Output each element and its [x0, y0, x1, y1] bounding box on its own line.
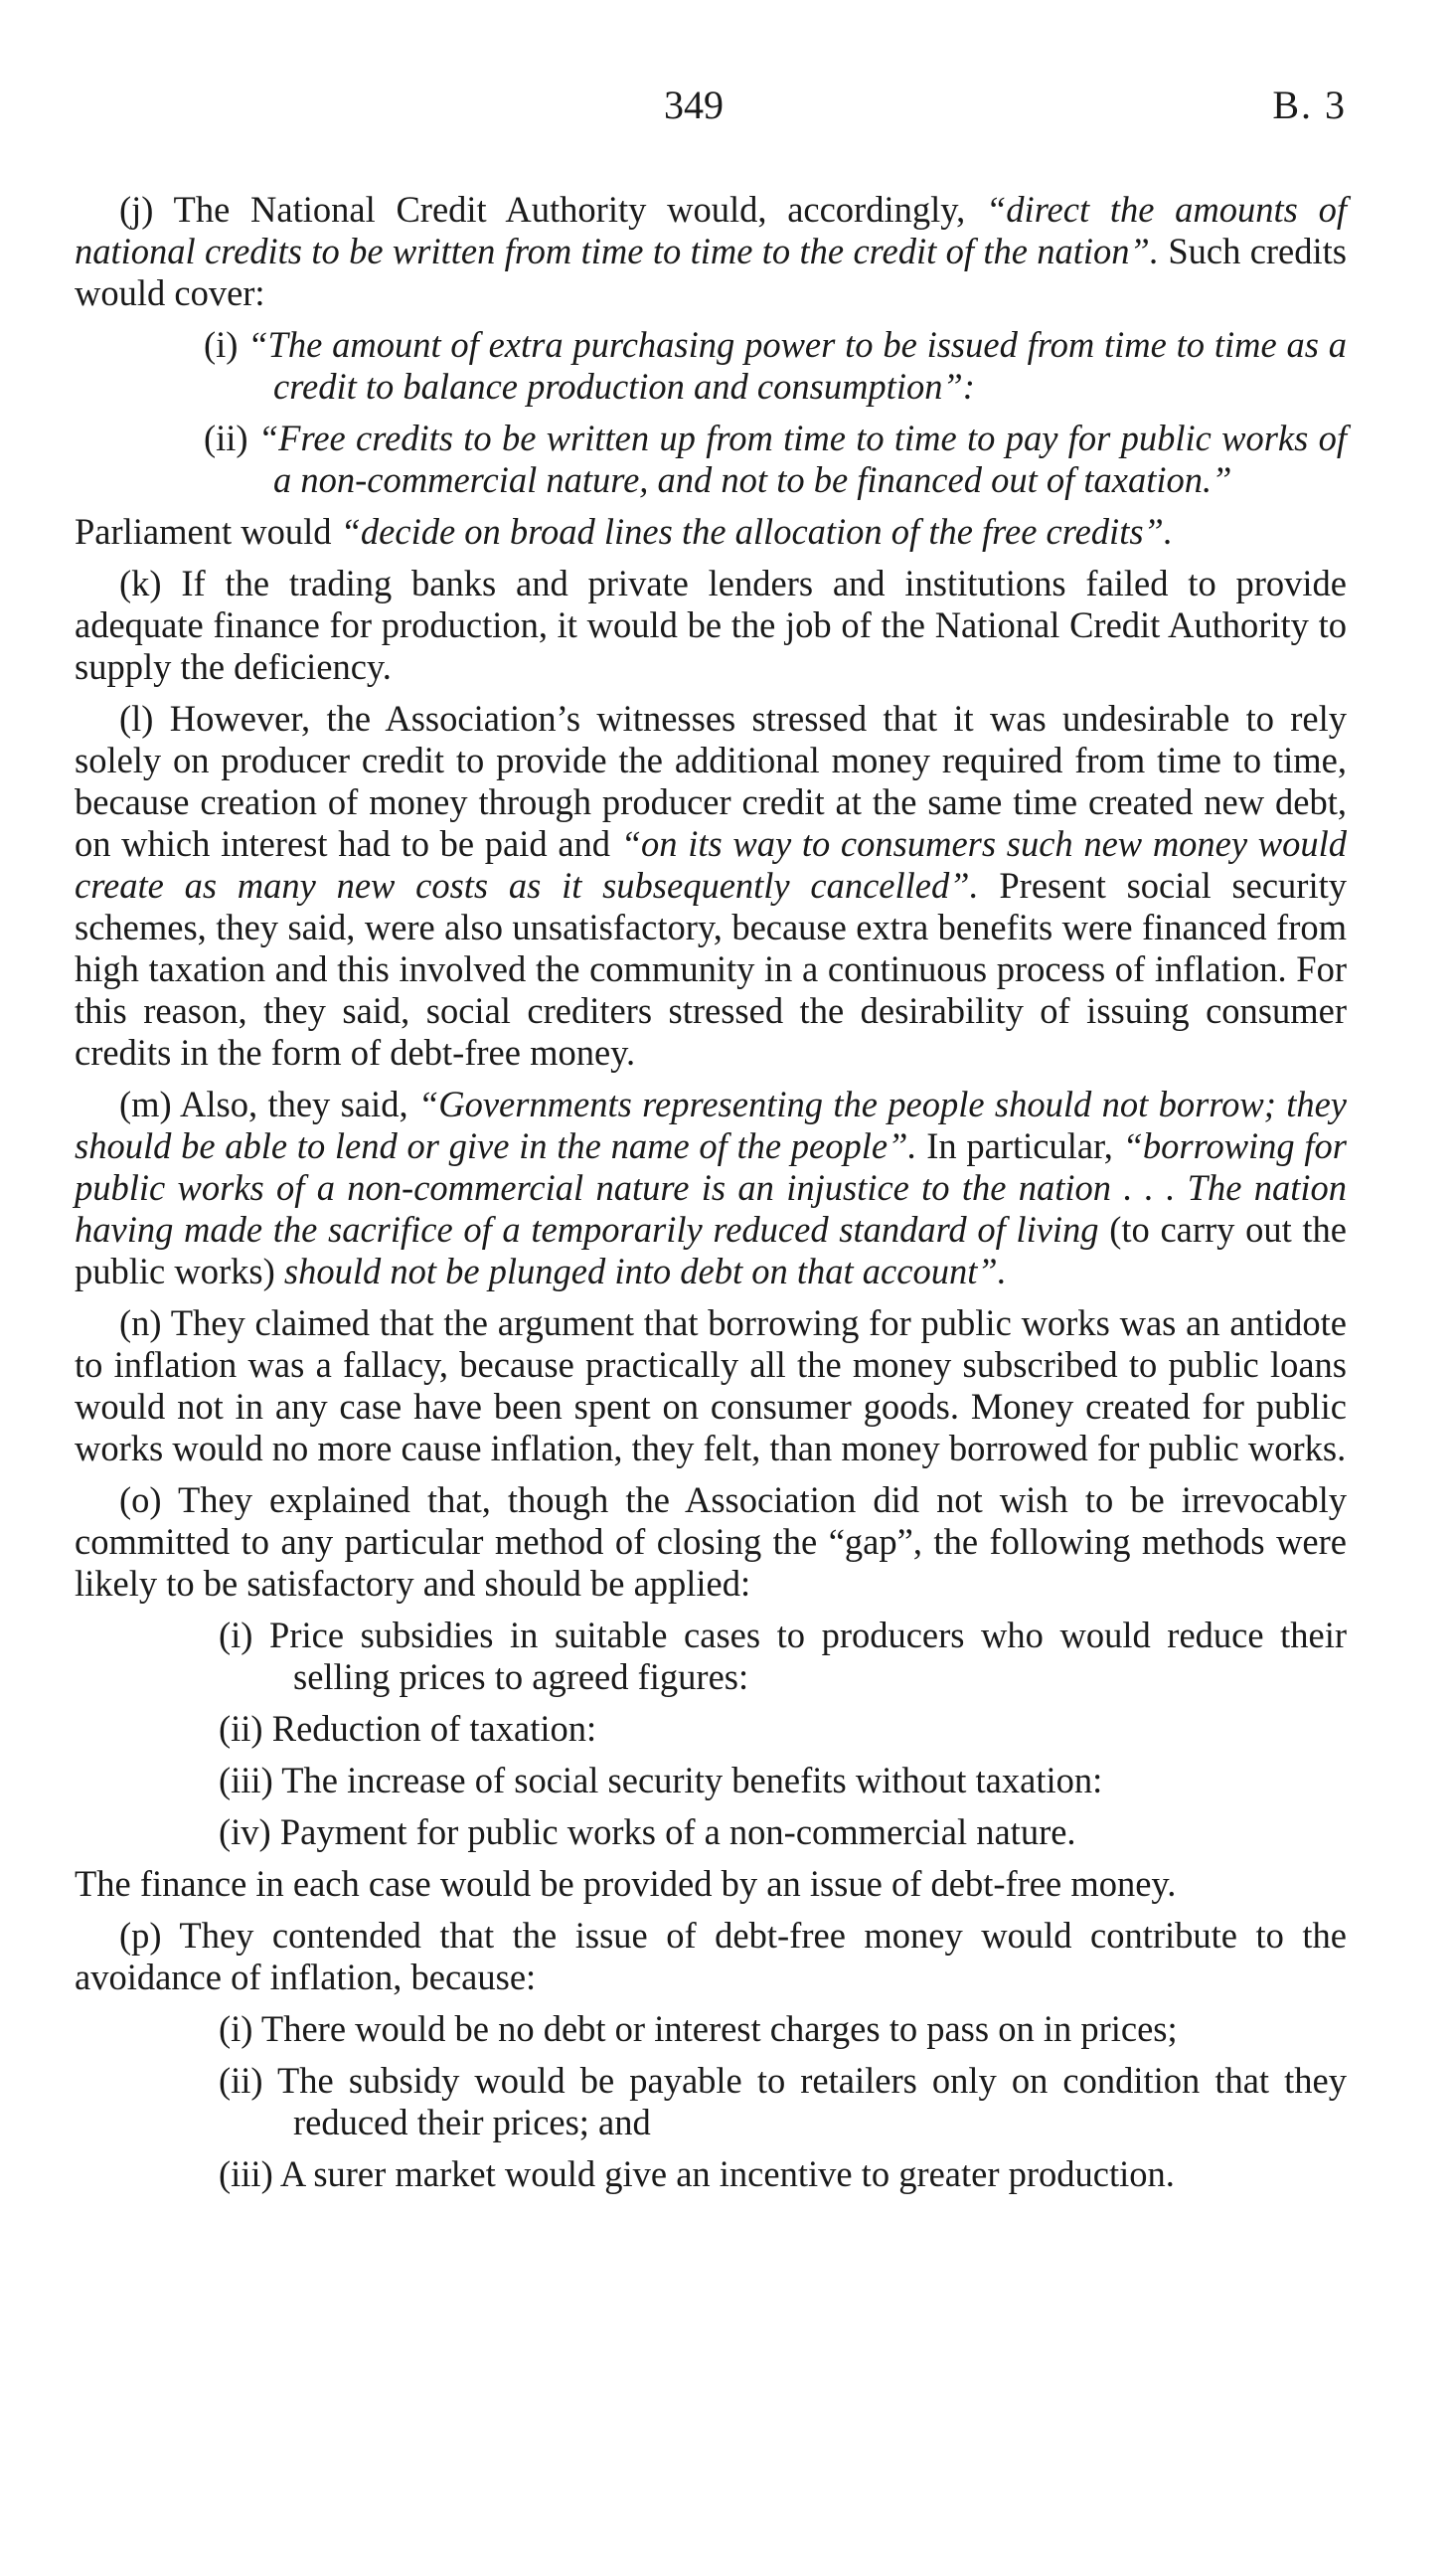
paragraph-text: The finance in each case would be provided by an issue of debt-free money.: [75, 1863, 1177, 1904]
paragraph-n: [75, 1302, 1347, 1469]
quotation: “decide on broad lines the allocation of the free credits”.: [340, 511, 1173, 552]
paragraph-parliament: [75, 511, 1347, 553]
subitem-label: (i): [204, 324, 239, 365]
paragraph-text: Such credits would cover:: [75, 231, 1347, 313]
paragraph-label: (p): [119, 1915, 162, 1956]
paragraph-text: Parliament would: [75, 511, 341, 552]
subitem-o-ii: [75, 1708, 1347, 1750]
paragraph-text: They claimed that the argument that borrowing for public works was an antidote to inflation was a fallacy, because practically all the money subscribed to public loans would not in any case have been spent on consumer goods. Money created for public works would no more cause inflation, they felt, than money borrowed for public works.: [75, 1302, 1347, 1468]
subitem-o-iii: [75, 1760, 1347, 1801]
subitem-j-ii: [75, 418, 1347, 501]
paragraph-l: [75, 698, 1347, 1074]
paragraph-label: (n): [119, 1302, 162, 1343]
subitem-label: (iii): [219, 2153, 273, 2194]
subitem-text: There would be no debt or interest charges to pass on in prices;: [252, 2008, 1178, 2049]
paragraph-p: [75, 1915, 1347, 1998]
paragraph-label: (m): [119, 1084, 172, 1124]
subitem-text: Reduction of taxation:: [262, 1708, 597, 1749]
paragraph-text: The National Credit Authority would, accordingly,: [153, 189, 986, 230]
paragraph-label: (j): [119, 189, 154, 230]
subitem-label: (i): [219, 1615, 253, 1655]
subitem-label: (iii): [219, 1760, 273, 1800]
subitem-j-i: [75, 324, 1347, 408]
subitem-label: (i): [219, 2008, 253, 2049]
paragraph-label: (k): [119, 563, 162, 603]
subitem-text: Price subsidies in suitable cases to producers who would reduce their selling prices to agreed figures:: [252, 1615, 1347, 1697]
quotation: “Free credits to be written up from time to time to pay for public works of a non-commercial nature, and not to be financed out of taxation.”: [247, 418, 1347, 500]
paragraph-finance: [75, 1863, 1347, 1905]
paragraph-text: They explained that, though the Association did not wish to be irrevocably committed to any particular method of closing the “gap”, the following methods were likely to be satisfactory and should be applied:: [75, 1479, 1347, 1604]
subitem-text: A surer market would give an incentive to greater production.: [272, 2153, 1175, 2194]
subitem-text: Payment for public works of a non-commercial nature.: [270, 1811, 1076, 1852]
paragraph-m: [75, 1084, 1347, 1292]
paragraph-o: [75, 1479, 1347, 1605]
quotation: “Governments representing the people should not borrow; they should be able to lend or give in the name of the people”.: [75, 1084, 1348, 1166]
page-header: [0, 82, 1456, 141]
subitem-label: (ii): [219, 1708, 263, 1749]
paragraph-text: However, the Association’s witnesses stressed that it was undesirable to rely solely on producer credit to provide the additional money required from time to time, because creation of money through producer credit at the same time created new debt, on which interest had to be paid and: [75, 698, 1347, 864]
paragraph-text: They contended that the issue of debt-free money would contribute to the avoidance of inflation, because:: [75, 1915, 1347, 1997]
paragraph-k: [75, 563, 1347, 688]
paragraph-text: Present social security schemes, they said, were also unsatisfactory, because extra benefits were financed from high taxation and this involved the community in a continuous process of inflation. For this reason, they said, social crediters stressed the desirability of issuing consumer credits in the form of debt-free money.: [75, 865, 1347, 1073]
subitem-label: (ii): [204, 418, 248, 458]
quotation: “The amount of extra purchasing power to be issued from time to time as a credit to balance production and consumption”:: [238, 324, 1347, 407]
paragraph-text: (to carry out the public works): [75, 1209, 1347, 1291]
subitem-label: (iv): [219, 1811, 271, 1852]
subitem-text: The subsidy would be payable to retailers only on condition that they reduced their prices; and: [262, 2060, 1347, 2142]
quotation: “direct the amounts of national credits to be written from time to time to the credit of the nation”.: [75, 189, 1347, 271]
paragraph-text: In particular,: [916, 1125, 1123, 1166]
document-code: B. 3: [1272, 83, 1347, 127]
subitem-text: The increase of social security benefits without taxation:: [272, 1760, 1103, 1800]
paragraph-text: If the trading banks and private lenders and institutions failed to provide adequate finance for production, it would be the job of the National Credit Authority to supply the deficiency.: [75, 563, 1347, 687]
quotation: should not be plunged into debt on that account”.: [283, 1251, 1007, 1291]
quotation: “on its way to consumers such new money would create as many new costs as it subsequently cancelled”.: [75, 823, 1348, 906]
subitem-p-iii: [75, 2153, 1347, 2195]
subitem-label: (ii): [219, 2060, 263, 2101]
subitem-o-i: [75, 1615, 1347, 1698]
paragraph-j: [75, 189, 1347, 314]
page-number: 349: [664, 83, 724, 127]
paragraph-label: (o): [119, 1479, 162, 1520]
subitem-p-ii: [75, 2060, 1347, 2143]
paragraph-text: Also, they said,: [171, 1084, 418, 1124]
page-body: [75, 189, 1347, 2205]
quotation: “borrowing for public works of a non-commercial nature is an injustice to the nation . . . The nation having made the sacrifice of a temporarily reduced standard of living: [75, 1125, 1348, 1250]
subitem-o-iv: [75, 1811, 1347, 1853]
subitem-p-i: [75, 2008, 1347, 2050]
paragraph-label: (l): [119, 698, 154, 739]
